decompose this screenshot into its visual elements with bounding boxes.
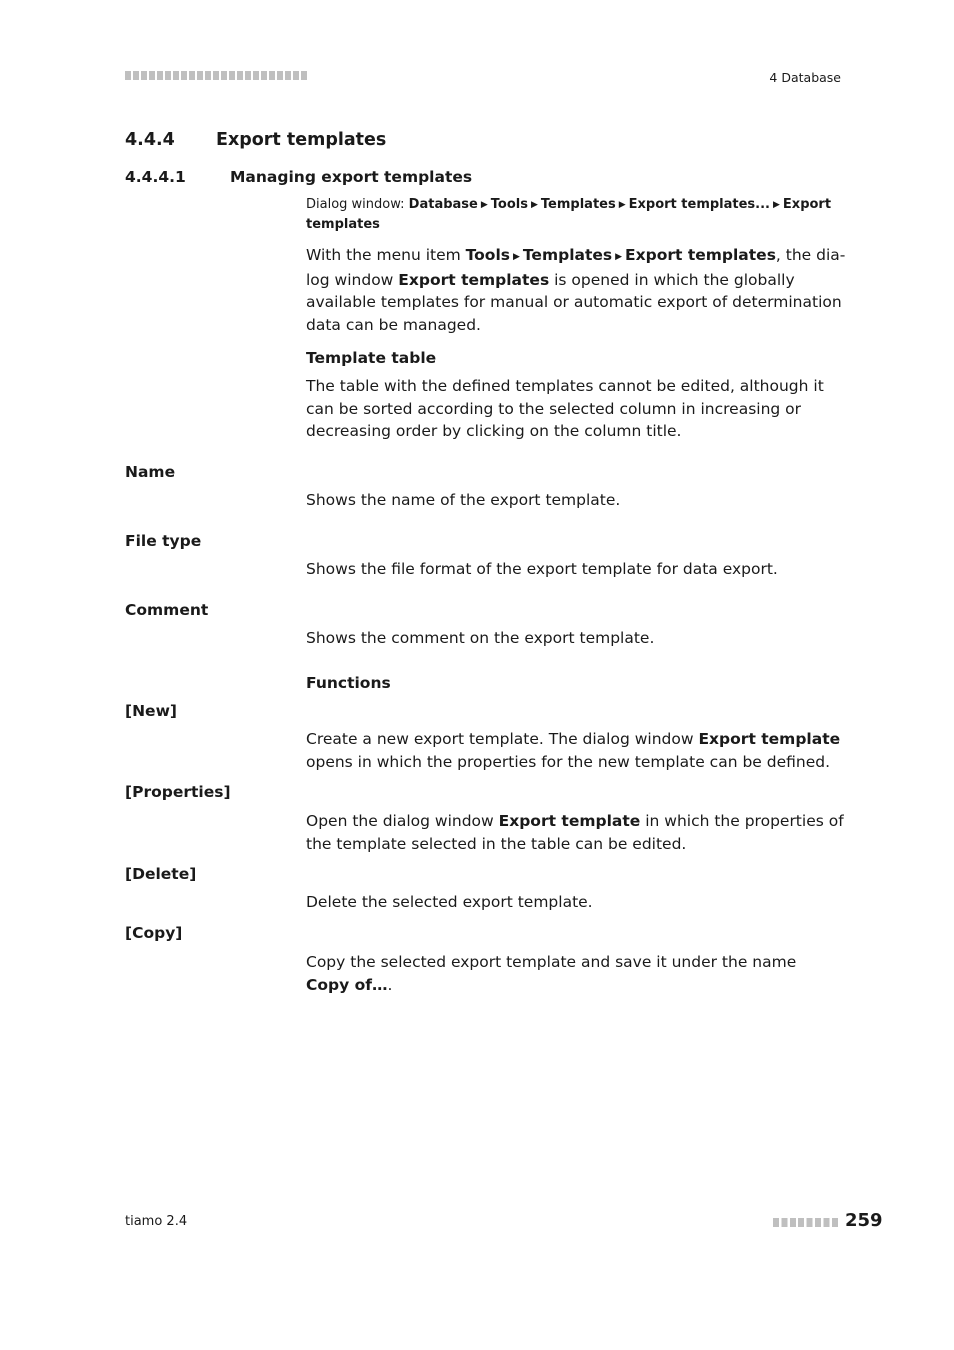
- desc-properties: Open the dialog window Export template in which the properties of the template selected in the table can be edited.: [306, 812, 844, 853]
- term-properties: [Properties]: [125, 783, 231, 801]
- desc-copy: Copy the selected export template and save it under the name Copy of….: [306, 953, 797, 994]
- subsection-heading: [125, 168, 472, 186]
- term-copy: [Copy]: [125, 924, 183, 942]
- arrow-right-icon: ▶: [530, 200, 538, 210]
- page-number: 259: [845, 1210, 883, 1231]
- path-step: Templates: [540, 197, 616, 212]
- subsection-number: 4.4.4.1: [125, 168, 186, 186]
- desc-new: Create a new export template. The dialog window Export template opens in which the properties for the new template can be defined.: [306, 730, 841, 771]
- arrow-right-icon: ▶: [615, 252, 623, 262]
- subsection-title: Managing export templates: [230, 168, 473, 186]
- dialog-path: [306, 195, 846, 234]
- desc-comment: Shows the comment on the export template.: [306, 629, 655, 647]
- section-number: 4.4.4: [125, 130, 175, 150]
- template-table-heading: Template table: [306, 349, 437, 367]
- header-chapter: 4 Database: [769, 70, 841, 85]
- section-title: Export templates: [216, 130, 387, 150]
- path-step: Database: [408, 197, 478, 212]
- arrow-right-icon: ▶: [513, 252, 520, 262]
- footer-decoration: [773, 1218, 840, 1227]
- term-file-type: File type: [125, 532, 202, 550]
- functions-heading: Functions: [306, 674, 391, 692]
- dialog-path-label: Dialog window:: [306, 197, 405, 212]
- term-new: [New]: [125, 702, 177, 720]
- term-name: Name: [125, 463, 176, 481]
- intro-paragraph: With the menu item Tools ▶ Templates ▶ Export templates, the dia-log window Export templates is opened in which the globally available templates for manual or automatic export of determination data can be managed.: [306, 246, 846, 334]
- term-delete: [Delete]: [125, 865, 197, 883]
- path-step: Export templates: [306, 197, 832, 232]
- arrow-right-icon: ▶: [618, 200, 626, 210]
- term-comment: Comment: [125, 601, 209, 619]
- desc-delete: Delete the selected export template.: [306, 893, 593, 911]
- footer-product: tiamo 2.4: [125, 1214, 188, 1229]
- path-step: Export templates...: [628, 197, 770, 212]
- desc-file-type: Shows the file format of the export template for data export.: [306, 560, 778, 578]
- header-decoration: [125, 71, 307, 80]
- path-step: Tools: [490, 197, 528, 212]
- arrow-right-icon: ▶: [773, 200, 780, 210]
- template-table-text: The table with the defined templates cannot be edited, although it can be sorted according to the selected column in increasing or decreasing order by clicking on the column title.: [306, 377, 824, 440]
- desc-name: Shows the name of the export template.: [306, 491, 621, 509]
- arrow-right-icon: ▶: [480, 200, 488, 210]
- section-heading: [125, 130, 386, 150]
